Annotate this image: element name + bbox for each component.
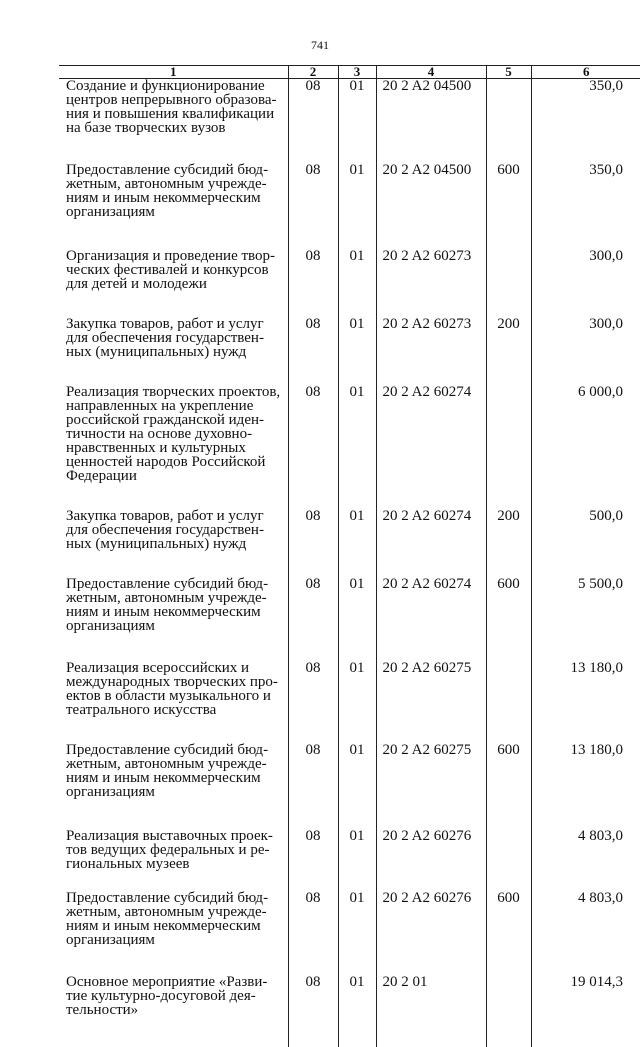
row-name-line: организациям <box>66 619 284 633</box>
row-name-line: для обеспечения государствен- <box>66 331 284 345</box>
row-name-cell <box>59 891 288 975</box>
expense-type-cell <box>486 249 531 317</box>
target-code-cell: 20 2 A2 60275 <box>376 661 486 743</box>
expense-type-cell <box>486 79 531 164</box>
target-code-cell: 20 2 A2 60273 <box>376 249 486 317</box>
row-name-cell <box>59 509 288 577</box>
amount-cell: 5 500,0 <box>531 577 640 661</box>
subsection-cell: 01 <box>338 249 376 317</box>
target-code-cell: 20 2 A2 60274 <box>376 509 486 577</box>
row-name-cell <box>59 249 288 317</box>
row-name-line: центров непрерывного образова- <box>66 93 284 107</box>
subsection-cell: 01 <box>338 509 376 577</box>
row-name-line: ниям и иным некоммерческим <box>66 919 284 933</box>
target-code-cell: 20 2 A2 60274 <box>376 385 486 509</box>
table-filler-row <box>59 1017 640 1047</box>
table-row <box>59 975 640 1017</box>
row-name-line: тие культурно-досуговой дея- <box>66 989 284 1003</box>
subsection-cell: 01 <box>338 577 376 661</box>
target-code-cell: 20 2 A2 60276 <box>376 829 486 891</box>
row-name-cell <box>59 79 288 164</box>
row-name-line: для детей и молодежи <box>66 277 284 291</box>
row-name-line: организациям <box>66 785 284 799</box>
row-name-cell <box>59 661 288 743</box>
row-name-cell <box>59 975 288 1017</box>
subsection-cell: 01 <box>338 385 376 509</box>
column-header: 4 <box>376 66 486 79</box>
column-header: 5 <box>486 66 531 79</box>
expense-type-cell: 600 <box>486 743 531 829</box>
table-row <box>59 79 640 164</box>
table-row <box>59 743 640 829</box>
subsection-cell: 01 <box>338 163 376 249</box>
row-name-line: ниям и иным некоммерческим <box>66 605 284 619</box>
section-cell: 08 <box>288 317 338 385</box>
row-name-line: Закупка товаров, работ и услуг <box>66 509 284 523</box>
amount-cell: 4 803,0 <box>531 829 640 891</box>
amount-cell: 350,0 <box>531 79 640 164</box>
expense-type-cell <box>486 385 531 509</box>
row-name-line: жетным, автономным учрежде- <box>66 905 284 919</box>
row-name-line: ния и повышения квалификации <box>66 107 284 121</box>
row-name-line: Основное мероприятие «Разви- <box>66 975 284 989</box>
section-cell: 08 <box>288 891 338 975</box>
subsection-cell: 01 <box>338 79 376 164</box>
section-cell: 08 <box>288 975 338 1017</box>
expense-type-cell <box>486 661 531 743</box>
amount-cell: 300,0 <box>531 317 640 385</box>
section-cell: 08 <box>288 249 338 317</box>
row-name-line: Реализация всероссийских и <box>66 661 284 675</box>
row-name-line: жетным, автономным учрежде- <box>66 177 284 191</box>
row-name-line: ниям и иным некоммерческим <box>66 191 284 205</box>
section-cell: 08 <box>288 661 338 743</box>
table-row <box>59 577 640 661</box>
row-name-line: Федерации <box>66 469 284 483</box>
amount-cell: 500,0 <box>531 509 640 577</box>
section-cell: 08 <box>288 743 338 829</box>
row-name-line: ценностей народов Российской <box>66 455 284 469</box>
row-name-line: тов ведущих федеральных и ре- <box>66 843 284 857</box>
row-name-cell <box>59 385 288 509</box>
target-code-cell: 20 2 A2 60276 <box>376 891 486 975</box>
column-header: 6 <box>531 66 640 79</box>
row-name-line: организациям <box>66 205 284 219</box>
row-name-line: Создание и функционирование <box>66 79 284 93</box>
filler-cell <box>376 1017 486 1047</box>
row-name-line: международных творческих про- <box>66 675 284 689</box>
column-header: 2 <box>288 66 338 79</box>
row-name-line: тичности на основе духовно- <box>66 427 284 441</box>
row-name-cell <box>59 743 288 829</box>
table-row <box>59 163 640 249</box>
subsection-cell: 01 <box>338 891 376 975</box>
row-name-line: на базе творческих вузов <box>66 121 284 135</box>
filler-cell <box>531 1017 640 1047</box>
row-name-line: Организация и проведение твор- <box>66 249 284 263</box>
row-name-line: Предоставление субсидий бюд- <box>66 163 284 177</box>
amount-cell: 19 014,3 <box>531 975 640 1017</box>
expense-type-cell: 600 <box>486 577 531 661</box>
section-cell: 08 <box>288 577 338 661</box>
row-name-line: тельности» <box>66 1003 284 1017</box>
filler-cell <box>338 1017 376 1047</box>
table-row <box>59 249 640 317</box>
row-name-line: театрального искусства <box>66 703 284 717</box>
row-name-cell <box>59 577 288 661</box>
subsection-cell: 01 <box>338 743 376 829</box>
row-name-line: нравственных и культурных <box>66 441 284 455</box>
filler-cell <box>288 1017 338 1047</box>
row-name-line: ных (муниципальных) нужд <box>66 345 284 359</box>
row-name-line: ных (муниципальных) нужд <box>66 537 284 551</box>
expense-type-cell: 200 <box>486 509 531 577</box>
subsection-cell: 01 <box>338 661 376 743</box>
filler-cell <box>486 1017 531 1047</box>
subsection-cell: 01 <box>338 975 376 1017</box>
section-cell: 08 <box>288 79 338 164</box>
row-name-line: Предоставление субсидий бюд- <box>66 577 284 591</box>
filler-cell <box>59 1017 288 1047</box>
expense-type-cell <box>486 975 531 1017</box>
row-name-line: Закупка товаров, работ и услуг <box>66 317 284 331</box>
section-cell: 08 <box>288 385 338 509</box>
row-name-cell <box>59 317 288 385</box>
table-header-row <box>59 66 640 79</box>
row-name-cell <box>59 829 288 891</box>
row-name-line: гиональных музеев <box>66 857 284 871</box>
row-name-cell <box>59 163 288 249</box>
table-row <box>59 509 640 577</box>
expense-type-cell: 200 <box>486 317 531 385</box>
subsection-cell: 01 <box>338 317 376 385</box>
section-cell: 08 <box>288 509 338 577</box>
expense-type-cell: 600 <box>486 891 531 975</box>
row-name-line: Реализация творческих проектов, <box>66 385 284 399</box>
amount-cell: 13 180,0 <box>531 661 640 743</box>
expense-type-cell <box>486 829 531 891</box>
column-header: 3 <box>338 66 376 79</box>
amount-cell: 13 180,0 <box>531 743 640 829</box>
expense-type-cell: 600 <box>486 163 531 249</box>
row-name-line: направленных на укрепление <box>66 399 284 413</box>
row-name-line: российской гражданской иден- <box>66 413 284 427</box>
budget-table <box>59 65 640 1047</box>
row-name-line: Предоставление субсидий бюд- <box>66 891 284 905</box>
target-code-cell: 20 2 A2 60275 <box>376 743 486 829</box>
amount-cell: 300,0 <box>531 249 640 317</box>
table-row <box>59 891 640 975</box>
column-header: 1 <box>59 66 288 79</box>
target-code-cell: 20 2 A2 60273 <box>376 317 486 385</box>
amount-cell: 6 000,0 <box>531 385 640 509</box>
target-code-cell: 20 2 A2 04500 <box>376 79 486 164</box>
table-row <box>59 385 640 509</box>
table-row <box>59 317 640 385</box>
table-body <box>59 79 640 1047</box>
section-cell: 08 <box>288 829 338 891</box>
row-name-line: ниям и иным некоммерческим <box>66 771 284 785</box>
section-cell: 08 <box>288 163 338 249</box>
row-name-line: ектов в области музыкального и <box>66 689 284 703</box>
target-code-cell: 20 2 A2 04500 <box>376 163 486 249</box>
page-number: 741 <box>0 38 640 53</box>
row-name-line: ческих фестивалей и конкурсов <box>66 263 284 277</box>
row-name-line: жетным, автономным учрежде- <box>66 757 284 771</box>
amount-cell: 4 803,0 <box>531 891 640 975</box>
target-code-cell: 20 2 A2 60274 <box>376 577 486 661</box>
table-row <box>59 661 640 743</box>
row-name-line: организациям <box>66 933 284 947</box>
row-name-line: Предоставление субсидий бюд- <box>66 743 284 757</box>
table-row <box>59 829 640 891</box>
row-name-line: Реализация выставочных проек- <box>66 829 284 843</box>
row-name-line: для обеспечения государствен- <box>66 523 284 537</box>
target-code-cell: 20 2 01 <box>376 975 486 1017</box>
subsection-cell: 01 <box>338 829 376 891</box>
amount-cell: 350,0 <box>531 163 640 249</box>
row-name-line: жетным, автономным учрежде- <box>66 591 284 605</box>
